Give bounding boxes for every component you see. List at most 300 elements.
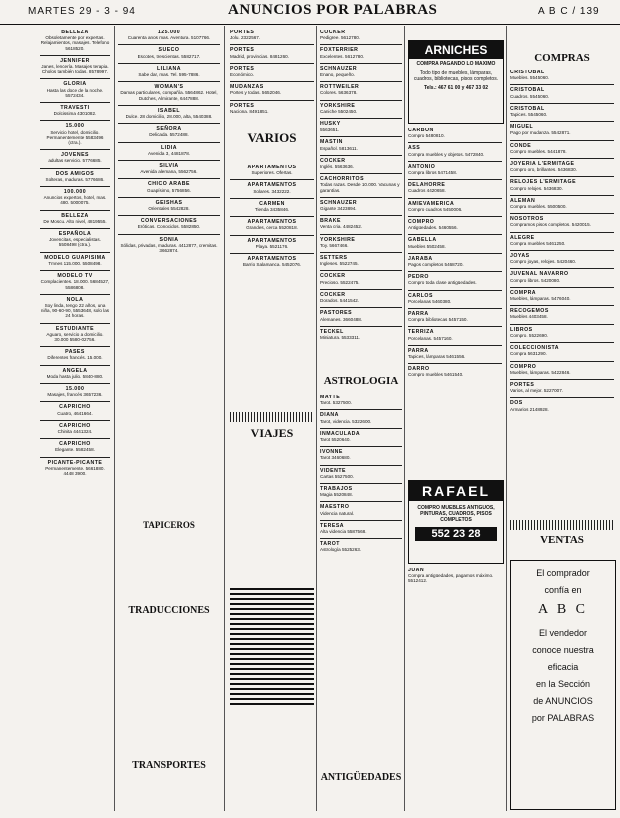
column-5-ads-lower bbox=[408, 568, 502, 808]
ad-text: Solares. 3432222. bbox=[253, 188, 291, 194]
ad-heading: DOS AMIGOS bbox=[55, 170, 95, 177]
ad-text: Tarot, videncia. 5322600. bbox=[320, 418, 372, 424]
ad-text: Colores. 5636378. bbox=[320, 90, 358, 96]
column-5-ads bbox=[408, 128, 502, 473]
classified-ad bbox=[320, 469, 402, 479]
ad-heading: CAPRICHO bbox=[59, 422, 91, 429]
ad-text: Tienda 3435846. bbox=[254, 207, 290, 213]
classified-ad bbox=[40, 153, 110, 163]
ad-heading: JOVENES bbox=[60, 152, 89, 159]
promo-line: por PALABRAS bbox=[531, 713, 595, 723]
section-compras: COMPRAS bbox=[534, 52, 590, 64]
classified-ad bbox=[118, 238, 220, 254]
ad-heading: CONDE bbox=[510, 142, 532, 149]
ad-text: Magia 5520848. bbox=[320, 492, 353, 498]
ad-text: Antigüedades. 5460556. bbox=[408, 225, 458, 231]
ad-text: Cuatro, 4641664. bbox=[57, 410, 93, 416]
classified-ad bbox=[510, 144, 614, 154]
ad-divider bbox=[320, 307, 402, 308]
ad-heading: PASTORES bbox=[320, 310, 353, 317]
ad-heading: JARABA bbox=[408, 255, 433, 262]
ad-text: Naciona. 8491851. bbox=[230, 108, 269, 114]
ad-text: Pago por mudanza. 5542871. bbox=[510, 130, 571, 136]
ad-text: Dulce. 28 domicilio, 28.000, alta, 5540388. bbox=[125, 114, 213, 120]
ad-text: Videncia natural. bbox=[320, 510, 355, 516]
ad-heading: DARRO bbox=[408, 366, 430, 373]
ad-text: Soy linda, tengo 22 años, una niña, 90-60-90, 5553648, solo las 24 horas. bbox=[40, 302, 110, 319]
ad-text: Tarot 5520640. bbox=[320, 437, 351, 443]
classified-ad bbox=[118, 109, 220, 119]
ad-text: Alemanes. 3660488. bbox=[320, 316, 363, 322]
ad-heading: APARTAMENTOS bbox=[247, 165, 297, 170]
section-tapiceros: TAPICEROS bbox=[143, 520, 195, 530]
ad-text: Chinita 4441324. bbox=[57, 428, 93, 434]
ad-heading: TAROT bbox=[320, 541, 340, 548]
ad-divider bbox=[510, 305, 614, 306]
ad-divider bbox=[118, 197, 220, 198]
ad-divider bbox=[510, 140, 614, 141]
ad-text: Escotes, trescientas. 5582717. bbox=[137, 53, 201, 59]
ad-heading: RELOJES L'ERMITAGE bbox=[510, 179, 577, 186]
ad-heading: PEDRO bbox=[408, 274, 429, 281]
ad-heading: TRABAJOS bbox=[320, 486, 353, 493]
classified-ad bbox=[118, 201, 220, 211]
ad-heading: ANGELA bbox=[62, 367, 88, 374]
classified-ad bbox=[40, 59, 110, 75]
ad-divider bbox=[320, 501, 402, 502]
classified-ad bbox=[230, 202, 314, 212]
ad-text: Madrid, provincias. 8481260. bbox=[230, 53, 289, 59]
ad-heading: GLORIA bbox=[63, 81, 87, 88]
ad-divider bbox=[510, 176, 614, 177]
classified-ad bbox=[320, 256, 402, 266]
ad-text: Permanentemente. 5661880. 4448 3900. bbox=[45, 465, 105, 476]
ad-heading: TERRIZA bbox=[408, 329, 434, 336]
ad-heading: INMACULADA bbox=[320, 430, 361, 437]
section-transportes: TRANSPORTES bbox=[132, 760, 206, 771]
ad-text: Excelentes. 5612780. bbox=[320, 53, 365, 59]
ad-divider bbox=[510, 397, 614, 398]
ad-heading: APARTAMENTOS bbox=[247, 237, 297, 244]
ad-divider bbox=[320, 44, 402, 45]
ad-text: adultas servicio. 5776685. bbox=[48, 158, 102, 164]
ad-text: Pedigree. 5612780. bbox=[320, 35, 361, 41]
ad-divider bbox=[40, 210, 110, 211]
ad-heading: CACHORRITOS bbox=[320, 176, 365, 183]
classified-ad bbox=[510, 346, 614, 356]
ad-text: Compra muebles y objetos. 5472840. bbox=[408, 151, 485, 157]
ad-divider bbox=[40, 270, 110, 271]
classified-ad bbox=[510, 180, 614, 190]
promo-line: El comprador bbox=[536, 568, 590, 578]
classified-ad bbox=[510, 328, 614, 338]
ad-text: Guapísimo, 5756856. bbox=[147, 187, 191, 193]
classified-ad bbox=[230, 257, 314, 267]
classified-ad bbox=[320, 122, 402, 132]
column-divider bbox=[404, 26, 405, 811]
section-astrologia: ASTROLOGIA bbox=[323, 375, 399, 387]
classified-ad bbox=[408, 257, 502, 267]
classified-ad bbox=[40, 214, 110, 224]
ad-heading: ISABEL bbox=[157, 107, 181, 114]
ad-text: Portes y todas. 5652046. bbox=[230, 90, 282, 96]
section-varios: VARIOS bbox=[247, 130, 297, 145]
classified-ad bbox=[320, 524, 402, 534]
ad-heading: MIGUEL bbox=[510, 124, 534, 131]
section-ventas: VENTAS bbox=[540, 534, 584, 546]
ad-text: Avenida alemana, 5562756. bbox=[140, 169, 198, 175]
arniches-text: Todo tipo de muebles, lámparas, cuadros, bibliotecas, pisos completos. bbox=[413, 70, 499, 82]
classified-ad bbox=[320, 505, 402, 515]
arniches-ad-box bbox=[408, 40, 504, 124]
ad-heading: CRISTOBAL bbox=[510, 105, 545, 112]
ad-text: Tmnes 115.000. 5508498. bbox=[48, 260, 102, 266]
ad-heading: COLECCIONISTA bbox=[510, 345, 560, 352]
classified-ad bbox=[320, 413, 402, 423]
classified-ad bbox=[408, 146, 502, 156]
ad-text: Compro oro, brillantes. 5436830. bbox=[510, 167, 577, 173]
promo-line: El vendedor bbox=[538, 628, 588, 638]
ad-heading: PORTES bbox=[230, 65, 255, 72]
ad-heading: NOLA bbox=[66, 296, 84, 303]
ad-divider bbox=[510, 324, 614, 325]
ad-divider bbox=[320, 81, 402, 82]
ad-divider bbox=[40, 420, 110, 421]
ad-divider bbox=[320, 465, 402, 466]
ad-divider bbox=[408, 308, 502, 309]
classified-ad bbox=[408, 128, 502, 138]
ad-divider bbox=[118, 123, 220, 124]
ad-divider bbox=[40, 228, 110, 229]
classified-ad bbox=[40, 327, 110, 343]
ad-heading: SCHNAUZER bbox=[320, 199, 358, 206]
ad-heading: PARRA bbox=[408, 311, 429, 318]
classified-ad bbox=[408, 275, 502, 285]
ad-heading: LIBROS bbox=[510, 326, 533, 333]
ad-divider bbox=[510, 158, 614, 159]
ad-heading: 15.000 bbox=[65, 385, 85, 392]
promo-line: confía en bbox=[544, 585, 582, 595]
ad-text: Caniche 5502450. bbox=[320, 108, 358, 114]
classified-ad bbox=[118, 182, 220, 192]
ad-divider bbox=[118, 160, 220, 161]
ad-heading: LIDIA bbox=[160, 144, 178, 151]
ad-divider bbox=[510, 250, 614, 251]
ad-text: Sabe dar, mas. Tel. 595-7886. bbox=[138, 72, 200, 78]
ad-heading: TRAVESTI bbox=[60, 105, 90, 112]
classified-ad bbox=[320, 330, 402, 340]
classified-ad bbox=[320, 159, 402, 169]
ad-divider bbox=[510, 379, 614, 380]
ad-text: Económico. bbox=[230, 72, 255, 78]
ad-heading: PORTES bbox=[230, 47, 255, 54]
ad-heading: RECOGEMOS bbox=[510, 308, 549, 315]
classified-ad bbox=[40, 424, 110, 434]
classified-ad bbox=[40, 172, 110, 182]
ad-text: Cuadros 4420658. bbox=[408, 188, 446, 194]
ad-heading: 15.000 bbox=[65, 123, 85, 130]
ad-divider bbox=[408, 234, 502, 235]
classified-ad bbox=[408, 165, 502, 175]
ad-heading: COMPRA bbox=[510, 289, 537, 296]
classified-ad bbox=[118, 30, 220, 40]
ad-heading: APARTAMENTOS bbox=[247, 219, 297, 226]
ad-text: Obsoletamente por expertas. Relajamientos, masajes. Telefono 5618520. bbox=[40, 35, 110, 51]
decorative-banner bbox=[230, 585, 314, 705]
ad-divider bbox=[40, 168, 110, 169]
ad-text: Todas razas. Desde 10.000. Vacunas y garantías. bbox=[320, 182, 400, 193]
classified-ad bbox=[510, 199, 614, 209]
classified-ad bbox=[320, 201, 402, 211]
ad-heading: MAESTRO bbox=[320, 504, 350, 511]
ad-heading: 100.000 bbox=[63, 189, 87, 196]
ad-divider bbox=[230, 235, 314, 236]
ad-heading: ESTUDIANTE bbox=[55, 325, 95, 332]
ad-heading: NOSOTROS bbox=[510, 216, 544, 223]
ad-text: Aguaro, servicio a domicilio. 30.000 5580-02756. bbox=[46, 331, 104, 342]
ad-divider bbox=[510, 287, 614, 288]
column-3-apartments bbox=[230, 165, 314, 405]
classified-ad bbox=[40, 106, 110, 116]
ad-heading: CARBON bbox=[408, 128, 434, 133]
ad-divider bbox=[118, 44, 220, 45]
ad-divider bbox=[40, 323, 110, 324]
ad-heading: CRISTOBAL bbox=[510, 70, 545, 75]
ad-heading: SONIA bbox=[159, 236, 179, 243]
ad-text: Compro. 5522690. bbox=[510, 332, 549, 338]
ad-text: Muebles, lámparas. 5422846. bbox=[510, 369, 571, 375]
ad-divider bbox=[408, 271, 502, 272]
ad-text: Cuarenta anos mas. Aventura. 5107766. bbox=[127, 35, 211, 41]
ad-divider bbox=[40, 383, 110, 384]
classified-ad bbox=[320, 104, 402, 114]
ad-text: Tapices, lámparas 5461556. bbox=[408, 354, 466, 360]
ad-text: Cuadros. 5545060. bbox=[510, 93, 550, 99]
ad-divider bbox=[40, 346, 110, 347]
column-3-ads-top bbox=[230, 30, 314, 120]
classified-ad bbox=[320, 487, 402, 497]
ad-heading: TECKEL bbox=[320, 328, 344, 335]
classified-ad bbox=[320, 450, 402, 460]
classified-ad bbox=[230, 30, 314, 40]
ad-heading: TERESA bbox=[320, 522, 345, 529]
ad-text: Muebles. 5545060. bbox=[510, 75, 550, 81]
ad-divider bbox=[40, 186, 110, 187]
classified-ad bbox=[510, 365, 614, 375]
classified-ad bbox=[408, 349, 502, 359]
ad-heading: CHICO ARABE bbox=[148, 181, 190, 188]
classified-ad bbox=[320, 67, 402, 77]
ad-divider bbox=[40, 365, 110, 366]
promo-line: en la Sección bbox=[535, 679, 591, 689]
ad-heading: 125.000 bbox=[157, 30, 181, 35]
ad-divider bbox=[510, 84, 614, 85]
classified-ad bbox=[510, 254, 614, 264]
ad-divider bbox=[320, 428, 402, 429]
classified-ad bbox=[118, 127, 220, 137]
section-band bbox=[510, 520, 614, 530]
classified-ad bbox=[510, 272, 614, 282]
ad-text: Tapices. 5545060. bbox=[510, 112, 548, 118]
ad-heading: AMIEVAMERICA bbox=[408, 200, 455, 207]
ad-heading: YORKSHIRE bbox=[320, 236, 356, 243]
classified-ad bbox=[118, 146, 220, 156]
classified-ad bbox=[510, 309, 614, 319]
ad-divider bbox=[320, 538, 402, 539]
ad-text: Pagos completos 5468720. bbox=[408, 262, 464, 268]
classified-ad bbox=[510, 217, 614, 227]
classified-ad bbox=[320, 395, 402, 405]
column-divider bbox=[506, 26, 507, 811]
ad-text: Hasta las doce de la noche. 5572434. bbox=[46, 87, 104, 98]
ad-text: Compra muebles 5461250. bbox=[510, 240, 566, 246]
ad-divider bbox=[320, 520, 402, 521]
ad-divider bbox=[510, 342, 614, 343]
ad-heading: ALEMAN bbox=[510, 197, 536, 204]
classified-ad bbox=[40, 124, 110, 145]
column-divider bbox=[114, 26, 115, 811]
classified-ad bbox=[40, 298, 110, 319]
ad-heading: YORKSHIRE bbox=[320, 102, 356, 109]
ad-heading: GEISHAS bbox=[155, 199, 183, 206]
ad-text: Janes, lencería. Masajes terapia. Cholos también todas. 8578997. bbox=[41, 64, 109, 75]
classified-ad bbox=[118, 85, 220, 101]
column-2-ads bbox=[118, 30, 220, 450]
ad-divider bbox=[320, 409, 402, 410]
column-divider bbox=[316, 26, 317, 811]
ad-heading: DIANA bbox=[320, 412, 339, 419]
arniches-subtitle: COMPRA PAGANDO LO MAXIMO bbox=[416, 61, 496, 67]
ad-heading: SCHNAUZER bbox=[320, 65, 358, 72]
ad-heading: CAPRICHO bbox=[59, 404, 91, 411]
ad-text: Compra 5631290. bbox=[510, 351, 547, 357]
ad-divider bbox=[40, 102, 110, 103]
ad-heading: PARRA bbox=[408, 347, 429, 354]
classified-ad bbox=[408, 568, 502, 584]
ad-heading: HUSKY bbox=[320, 121, 341, 128]
ad-divider bbox=[40, 401, 110, 402]
ad-heading: ALEGRE bbox=[510, 234, 535, 241]
promo-line: A B C bbox=[537, 602, 588, 617]
arniches-title: ARNICHES bbox=[409, 41, 503, 59]
classified-ad bbox=[40, 442, 110, 452]
ad-text: Damas particulares, compañía. 5564862. Hotel, Dutches, Almirante, 6447888. bbox=[120, 90, 218, 101]
ad-divider bbox=[320, 136, 402, 137]
ad-text: Servicio hotel, domicilio. Permanentemente 5583496 (ctra.). bbox=[46, 129, 104, 146]
classified-ad bbox=[40, 82, 110, 98]
ad-heading: COCKER bbox=[320, 157, 346, 164]
classified-ad bbox=[118, 219, 220, 229]
ad-divider bbox=[40, 438, 110, 439]
ad-text: Tarot. 5327500. bbox=[320, 400, 352, 406]
ad-divider bbox=[320, 270, 402, 271]
ad-divider bbox=[510, 232, 614, 233]
ad-text: Compro muebles 5461540. bbox=[408, 372, 464, 378]
classified-ad bbox=[320, 542, 402, 552]
ad-divider bbox=[408, 198, 502, 199]
ad-divider bbox=[40, 457, 110, 458]
classified-ad bbox=[320, 177, 402, 193]
ad-heading: CAPRICHO bbox=[59, 441, 91, 448]
ad-text: Barrio Salamanca. 5452076. bbox=[242, 262, 302, 268]
ad-heading: BELLEZA bbox=[61, 212, 89, 219]
ad-text: Precioso. 5522475. bbox=[320, 279, 360, 285]
classified-ad bbox=[510, 383, 614, 393]
ad-heading: MODELO GUAPISIMA bbox=[44, 254, 106, 261]
classified-ad bbox=[408, 330, 502, 340]
ad-text: Compra antigüedades, pagamos máximo. 5512412. bbox=[408, 573, 494, 584]
classified-ad bbox=[510, 107, 614, 117]
ad-divider bbox=[118, 178, 220, 179]
classified-ad bbox=[40, 350, 110, 360]
classified-ad bbox=[40, 461, 110, 477]
ad-divider bbox=[510, 268, 614, 269]
ad-text: Ingleses. 5522745. bbox=[320, 261, 359, 267]
ad-text: Porcelanas 5460380. bbox=[408, 298, 452, 304]
classified-ad bbox=[320, 238, 402, 248]
ad-divider bbox=[40, 55, 110, 56]
ad-text: Playa. 5521176. bbox=[255, 243, 289, 249]
classified-ad bbox=[320, 219, 402, 229]
classified-ad bbox=[40, 405, 110, 415]
ad-divider bbox=[408, 290, 502, 291]
ad-text: Dolcissima 4301082. bbox=[53, 111, 97, 117]
ad-divider bbox=[320, 215, 402, 216]
ad-heading: JENNIFER bbox=[60, 57, 90, 64]
classified-ad bbox=[510, 291, 614, 301]
ad-text: De Moscu. Alto nivel, 4819555. bbox=[43, 218, 107, 224]
classified-ad bbox=[408, 294, 502, 304]
ad-heading: ANTONIO bbox=[408, 163, 436, 170]
ad-text: Eróticas. Conocidos. 5582850. bbox=[137, 224, 201, 230]
section-band bbox=[230, 412, 314, 422]
classified-ad bbox=[230, 220, 314, 230]
ad-heading: PASES bbox=[65, 349, 85, 356]
section-traducciones: TRADUCCIONES bbox=[128, 605, 210, 616]
ad-divider bbox=[408, 363, 502, 364]
ad-divider bbox=[320, 234, 402, 235]
classified-ad bbox=[40, 274, 110, 290]
ad-text: 5563651. bbox=[320, 127, 340, 133]
ad-heading: DOS bbox=[510, 400, 523, 407]
ad-heading: CONVERSACIONES bbox=[140, 218, 198, 225]
ad-divider bbox=[230, 198, 314, 199]
ad-divider bbox=[230, 216, 314, 217]
ad-divider bbox=[40, 78, 110, 79]
ad-heading: CRISTOBAL bbox=[510, 87, 545, 94]
ad-text: Compro libros. 5420080. bbox=[510, 277, 561, 283]
ad-divider bbox=[118, 105, 220, 106]
column-6-ads bbox=[510, 70, 614, 470]
header-page-number: A B C / 139 bbox=[538, 6, 600, 17]
classified-ad bbox=[320, 140, 402, 150]
classified-ad bbox=[510, 236, 614, 246]
ad-divider bbox=[510, 195, 614, 196]
ad-text: Compro 5480810. bbox=[408, 133, 445, 139]
ad-text: Porcelanas. 5457160. bbox=[408, 335, 453, 341]
ad-divider bbox=[230, 253, 314, 254]
ad-heading: JOYERIA L'ERMITAGE bbox=[510, 161, 575, 168]
classified-ad bbox=[230, 183, 314, 193]
ad-text: Masajes, francés 3657236. bbox=[47, 392, 103, 398]
ad-text: Armarios 2148928. bbox=[510, 406, 549, 412]
ad-divider bbox=[408, 253, 502, 254]
ad-divider bbox=[320, 100, 402, 101]
classified-ad bbox=[230, 165, 314, 175]
ad-divider bbox=[40, 252, 110, 253]
ad-heading: SEÑORA bbox=[156, 126, 182, 133]
ad-divider bbox=[118, 215, 220, 216]
